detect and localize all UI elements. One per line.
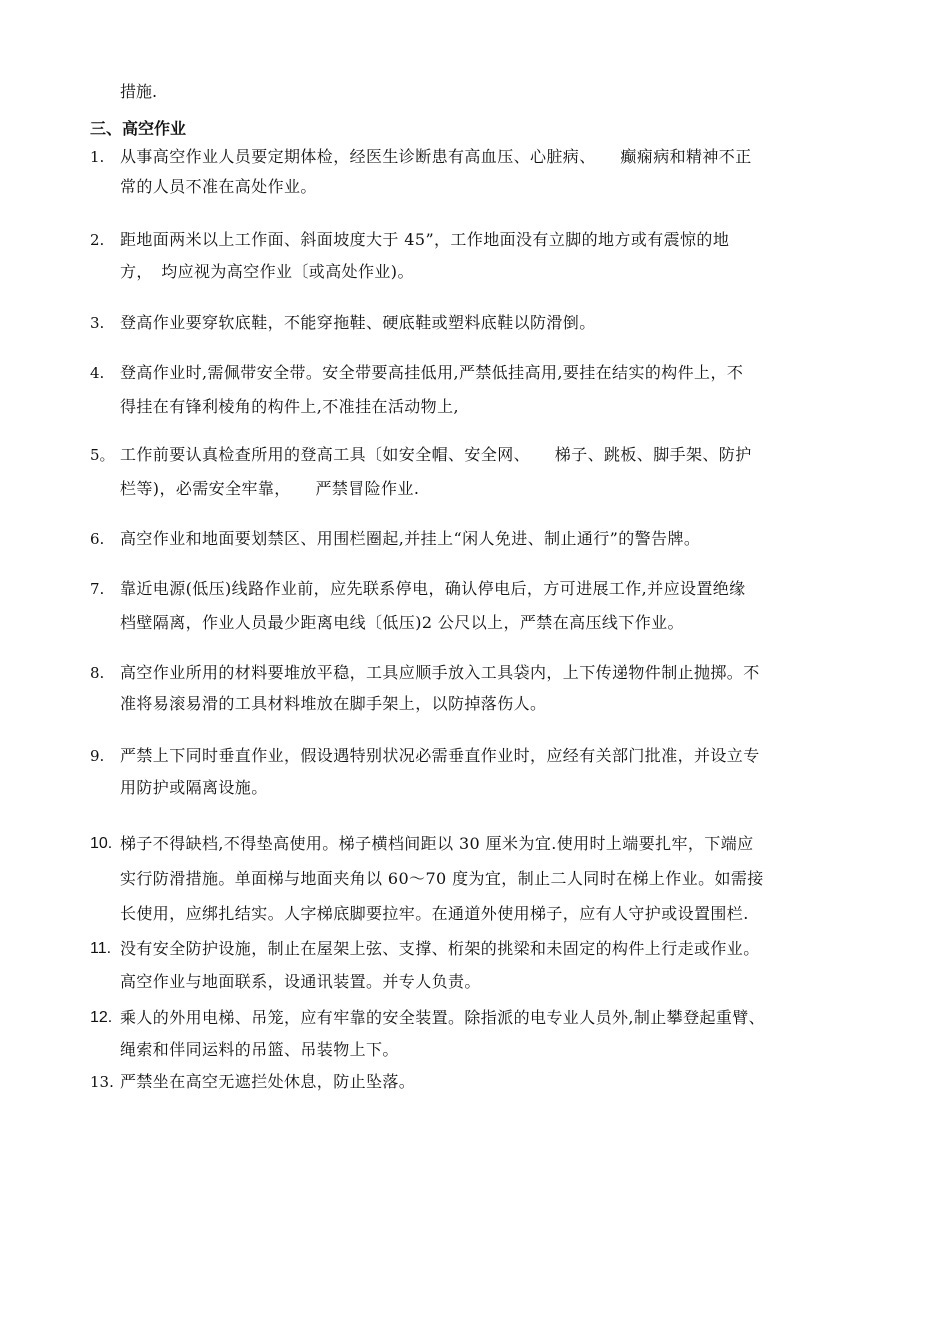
- item-line: 用防护或隔离设施。: [120, 778, 268, 797]
- item-number: 8.: [90, 664, 105, 682]
- item-number: 2.: [90, 231, 105, 249]
- item-number: 11.: [90, 940, 112, 957]
- item-line: 绳索和伴同运料的吊篮、吊装物上下。: [120, 1040, 399, 1059]
- item-number: 6.: [90, 530, 105, 548]
- item-line: 严禁坐在高空无遮拦处休息，防止坠落。: [120, 1072, 416, 1091]
- item-line: 严禁上下同时垂直作业，假设遇特别状况必需垂直作业时，应经有关部门批准，并设立专: [120, 746, 760, 765]
- item-number: 13.: [90, 1073, 114, 1091]
- item-number: 4.: [90, 364, 105, 382]
- item-line: 得挂在有锋利棱角的构件上,不准挂在活动物上,: [120, 397, 459, 416]
- item-line: 栏等)，必需安全牢靠， 严禁冒险作业.: [120, 479, 420, 498]
- item-line: 登高作业要穿软底鞋，不能穿拖鞋、硬底鞋或塑料底鞋以防滑倒。: [120, 313, 596, 332]
- item-line: 高空作业所用的材料要堆放平稳，工具应顺手放入工具袋内，上下传递物件制止抛掷。不: [120, 663, 760, 682]
- item-number: 9.: [90, 747, 105, 765]
- item-number: 10.: [90, 835, 113, 852]
- item-line: 工作前要认真检查所用的登高工具〔如安全帽、安全网、 梯子、跳板、脚手架、防护: [120, 445, 752, 464]
- item-number: 1.: [90, 148, 105, 166]
- item-number: 3.: [90, 314, 105, 332]
- item-line: 档壁隔离，作业人员最少距离电线〔低压)2 公尺以上，严禁在高压线下作业。: [120, 613, 684, 632]
- item-line: 高空作业和地面要划禁区、用围栏圈起,并挂上“闲人免进、制止通行”的警告牌。: [120, 529, 701, 548]
- section-heading: 三、高空作业: [90, 119, 187, 138]
- item-line: 长使用，应绑扎结实。人字梯底脚要拉牢。在通道外使用梯子，应有人守护或设置围栏.: [120, 904, 749, 923]
- item-line: 从事高空作业人员要定期体检，经医生诊断患有高血压、心脏病、 癫痫病和精神不正: [120, 147, 752, 166]
- item-line: 乘人的外用电梯、吊笼，应有牢靠的安全装置。除指派的电专业人员外,制止攀登起重臂、: [120, 1008, 766, 1027]
- item-line: 没有安全防护设施，制止在屋架上弦、支撑、桁架的挑梁和未固定的构件上行走或作业。: [120, 939, 760, 958]
- item-line: 高空作业与地面联系，设通讯装置。并专人负责。: [120, 972, 481, 991]
- item-number: 7.: [90, 580, 105, 598]
- item-line: 准将易滚易滑的工具材料堆放在脚手架上，以防掉落伤人。: [120, 694, 547, 713]
- item-line: 常的人员不准在高处作业。: [120, 177, 317, 196]
- item-number: 12.: [90, 1009, 113, 1026]
- continuation-text: 措施.: [120, 82, 158, 101]
- item-number: 5。: [90, 446, 115, 464]
- item-line: 梯子不得缺档,不得垫高使用。梯子横档间距以 30 厘米为宜.使用时上端要扎牢，下端应: [120, 834, 754, 853]
- item-line: 实行防滑措施。单面梯与地面夹角以 60～70 度为宜，制止二人同时在梯上作业。如需接: [120, 869, 764, 888]
- item-line: 距地面两米以上工作面、斜面坡度大于 45”，工作地面没有立脚的地方或有震惊的地: [120, 230, 730, 249]
- item-line: 方， 均应视为高空作业〔或高处作业)。: [120, 262, 414, 281]
- item-line: 靠近电源(低压)线路作业前，应先联系停电，确认停电后，方可进展工作,并应设置绝缘: [120, 579, 746, 598]
- item-line: 登高作业时,需佩带安全带。安全带要高挂低用,严禁低挂高用,要挂在结实的构件上，不: [120, 363, 744, 382]
